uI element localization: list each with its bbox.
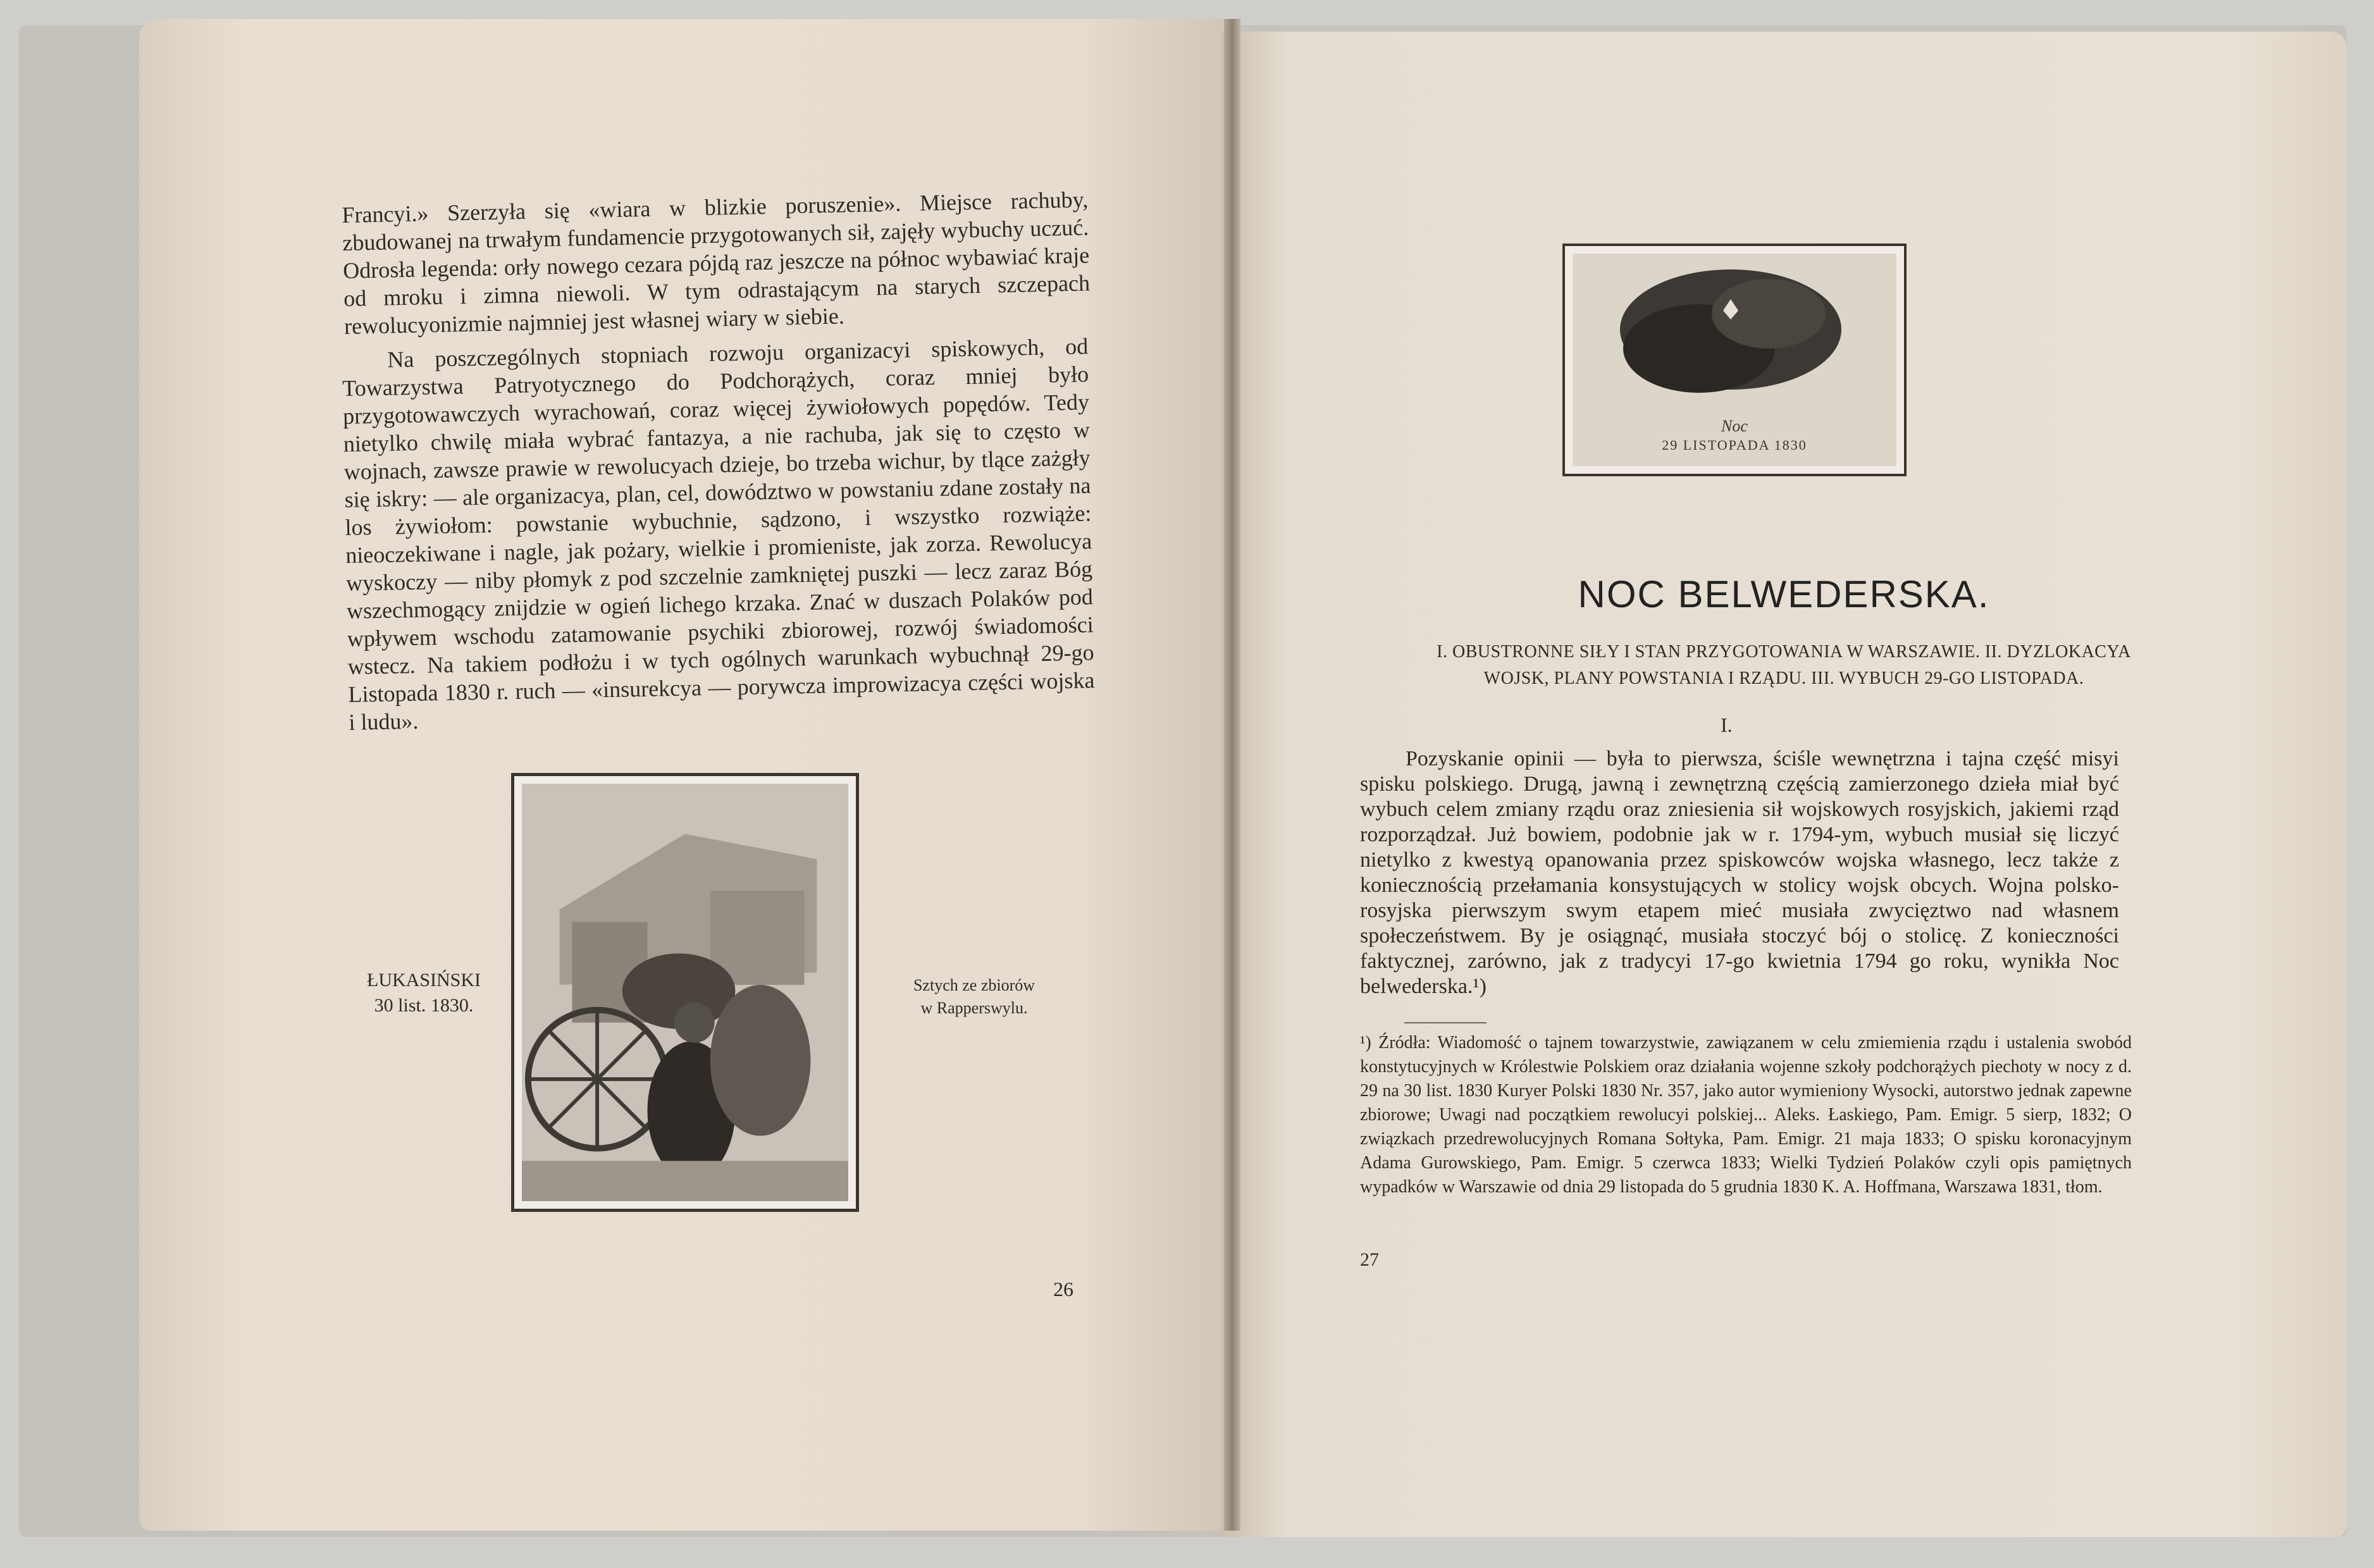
chapter-title: NOC BELWEDERSKA. xyxy=(1578,573,1990,615)
vignette-plate-noc xyxy=(1562,244,1907,476)
caption-title: ŁUKASIŃSKI xyxy=(367,970,481,991)
page-number-right: 27 xyxy=(1360,1249,1379,1270)
right-paragraph: Pozyskanie opinii — była to pierwsza, ściśle wewnętrzna i tajna część misyi spisku polskiego. Drugą, jawną i zewnętrzną częścią zamierzonego dzieła miał być wybuch celem zmiany rządu oraz zniesienia sił wojskowych rosyjskich, jakiemi rząd rozporządzał. Już bowiem, podobnie jak w r. 1794-ym, wybuch musiał się liczyć nietylko z kwestyą opanowania przez spiskowców wojska własnego, lecz także z koniecznością przełamania konsystujących w stolicy wojsk obcych. Wojna polsko-rosyjska pierwszym swym etapem mieć musiała zwycięztwo nad własnem społeczeństwem. By je osiągnąć, musiała stoczyć bój o stolicę. Z konieczności faktycznej, zarówno, jak z tradycyi 17-go kwietnia 1794 go roku, wynikła Noc belwederska.¹) xyxy=(1360,747,2119,998)
book-gutter xyxy=(1224,19,1240,1531)
engraving-illustration xyxy=(522,784,848,1201)
contents-line-2: WOJSK, PLANY POWSTANIA I RZĄDU. III. WYBUCH 29-GO LISTOPADA. xyxy=(1483,669,2084,688)
chapter-contents xyxy=(1360,639,2208,692)
caption-source-line-2: w Rapperswylu. xyxy=(920,999,1028,1017)
vignette-inscription xyxy=(1565,417,1904,455)
engraving-plate-lukasinski xyxy=(511,773,859,1212)
plate-caption-left xyxy=(354,968,493,1018)
caption-source-line-1: Sztych ze zbiorów xyxy=(913,976,1036,994)
left-paragraph-1: Francyi.» Szerzyła się «wiara w blizkie poruszenie». Miejsce rachuby, zbudowanej na trwałym fundamencie przygotowanych sił, zajęły wybuchy uczuć. Odrosła legenda: orły nowego cezara pójdą raz jeszcze na północ wybawiać kraje od mroku i zimna niewoli. W tym odrastającym na starych szczepach rewolucyonizmie najmniej jest własnej wiary w siebie. xyxy=(342,187,1091,339)
contents-line-1: I. OBUSTRONNE SIŁY I STAN PRZYGOTOWANIA W WARSZAWIE. II. DYZLOKACYA xyxy=(1437,642,2131,662)
caption-date: 30 list. 1830. xyxy=(374,995,474,1016)
page-number-left: 26 xyxy=(1053,1278,1073,1300)
vignette-inscription-line-1: Noc xyxy=(1721,417,1748,435)
plate-caption-right xyxy=(886,974,1063,1020)
section-number: I. xyxy=(1721,713,1733,736)
footnote: ¹) Źródła: Wiadomość o tajnem towarzystwie, zawiązanem w celu zmiemienia rządu i ustalenia swobód konstytucyjnych w Królestwie Polskiem oraz działania wojenne szkoły podchorążych piechoty w nocy z d. 29 na 30 list. 1830 Kuryer Polski 1830 Nr. 357, jako autor wymieniony Wysocki, autorstwo jednak zapewne zbiorowe; Uwagi nad początkiem rewolucyi polskiej... Aleks. Łaskiego, Pam. Emigr. 5 sierp, 1832; O związkach przedrewolucyjnych Romana Sołtyka, Pam. Emigr. 21 maja 1833; O spisku koronacyjnym Adama Gurowskiego, Pam. Emigr. 5 czerwca 1833; Wielki Tydzień Polaków czyli opis pamiętnych wypadków w Warszawie od dnia 29 listopada do 5 grudnia 1830 K. A. Hoffmana, Warszawa 1831, tłom. xyxy=(1360,1033,2132,1197)
footnote-rule xyxy=(1404,1022,1487,1023)
left-paragraph-2: Na poszczególnych stopniach rozwoju organizacyi spiskowych, od Towarzystwa Patryotycznego do Podchorążych, coraz mniej było przygotowawczych wyrachowań, coraz więcej żywiołowych popędów. Tedy nietylko chwilę miała wybrać fantazya, a nie rachuba, jak się to często w wojnach, zawsze prawie w rewolucyach dzieje, bo trzeba wichur, by tlące zażgły się iskry: — ale organizacya, plan, cel, dowództwo w powstaniu zdane zostały na los żywiołom: powstanie wybuchnie, sądzono, i wszystko rozwiąże: nieoczekiwane i nagle, jak pożary, wielkie i promieniste, jak zorza. Rewolucya wyskoczy — niby płomyk z pod szczelnie zamkniętej puszki — lecz zaraz Bóg wszechmogący znijdzie w ogień lichego krzaka. Znać w duszach Polaków pod wpływem wschodu zatamowanie psychiki zbiorowej, rozwój świadomości wstecz. Na takiem podłożu i w tych ogólnych warunkach wybuchnął 29-go Listopada 1830 r. ruch — «insurekcya — porywcza improwizacya części wojska i ludu». xyxy=(342,333,1095,735)
vignette-inscription-line-2: 29 LISTOPADA 1830 xyxy=(1662,437,1807,453)
